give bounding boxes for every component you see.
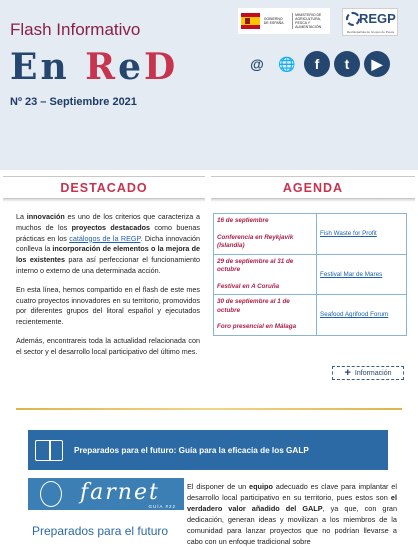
text-run: La (16, 212, 27, 221)
agenda-date-cell (214, 214, 317, 255)
brand-title-part1: En (10, 46, 86, 88)
farnet-caption: Preparados para el futuro (32, 524, 169, 538)
agenda-place: Foro presencial en Málaga (217, 323, 297, 330)
brand-title-r: R (85, 46, 119, 88)
brand-title-d: D (143, 46, 179, 88)
brand-title (10, 46, 178, 88)
header (0, 0, 418, 170)
agenda-place: Festival en A Coruña (217, 282, 280, 290)
destacado-shadow-divider (3, 199, 205, 202)
spain-flag-icon (241, 13, 260, 29)
agenda-date: 29 de septiembre al 31 de octubre (217, 257, 294, 273)
farnet-logo (28, 478, 184, 510)
text-run: como buenas prácticas en los (16, 222, 200, 243)
agenda-row (214, 214, 407, 255)
regp-catalog-link[interactable]: catálogos de la REGP (69, 233, 141, 243)
lighthouse-icon (40, 481, 62, 507)
text-run: . Dicha innovación conlleva la (16, 233, 201, 254)
farnet-guide-number: GUÍA #22 (148, 504, 176, 509)
information-button[interactable] (332, 366, 404, 380)
agenda-row (214, 295, 407, 336)
government-logo[interactable] (238, 8, 330, 34)
text-run: es uno de los criterios que caracteriza a muchos de los (16, 212, 200, 232)
globe-icon[interactable]: 🌐 (278, 55, 296, 72)
gov-logo-text: GOBIERNO DE ESPAÑA (263, 16, 284, 25)
agenda-event-link[interactable]: Seafood Agrifood Forum (317, 295, 407, 336)
farnet-guide-cover[interactable] (28, 478, 184, 545)
agenda-shadow-divider (211, 199, 415, 202)
text-run: para así perfeccionar el funcionamiento interno o externo de una determinada acción. (16, 255, 200, 275)
agenda-table (213, 213, 407, 336)
open-book-icon (34, 438, 66, 462)
facebook-icon[interactable]: f (304, 51, 330, 77)
agenda-date-cell (214, 254, 317, 295)
agenda-row (214, 254, 407, 295)
agenda-date: 30 de septiembre al 1 de octubre (217, 298, 290, 314)
farnet-wordmark: farnet (80, 480, 160, 505)
information-button-label: Información (354, 369, 392, 377)
destacado-paragraph-2: En esta línea, hemos compartido en el flash de este mes cuatro proyectos innovadores en su territorio, promovidos por diferentes grupos del litoral español y ejecutados recientemente. (16, 284, 200, 327)
agenda-place: Conferencia en Reykjavik (Islandia) (217, 233, 294, 249)
issue-label: Nº 23 – Septiembre 2021 (10, 96, 137, 108)
text-run: El disponer de un (187, 482, 250, 491)
feature-banner[interactable] (28, 430, 388, 470)
text-bold: incorporación de elementos o la mejora de los existentes (16, 244, 200, 265)
social-links (244, 51, 390, 77)
youtube-icon[interactable]: ▶ (364, 51, 390, 77)
regp-logo[interactable] (342, 8, 398, 36)
feature-body-text (187, 481, 397, 547)
email-icon[interactable]: @ (250, 56, 264, 72)
text-bold: proyectos destacados (71, 222, 150, 232)
destacado-heading: DESTACADO (3, 176, 205, 199)
agenda-event-link[interactable]: Festival Mar de Mares (317, 254, 407, 295)
text-bold: equipo (249, 482, 273, 491)
gold-divider (16, 408, 402, 410)
agenda-event-link[interactable]: Fish Waste for Profit (317, 214, 407, 255)
regp-logo-text: REGP (359, 11, 396, 26)
twitter-icon[interactable]: t (334, 51, 360, 77)
destacado-paragraph-3: Además, encontrareis toda la actualidad relacionada con el sector y el desarrollo local participativo del último mes. (16, 335, 200, 356)
regp-circle-icon (346, 12, 360, 26)
agenda-heading: AGENDA (211, 176, 415, 199)
regp-logo-subtitle: Red Española de Grupos de Pesca (347, 30, 395, 34)
destacado-paragraph-1 (16, 212, 200, 277)
agenda-date: 16 de septiembre (217, 217, 269, 224)
book-spine (49, 440, 51, 461)
text-run: , ya que, con gran dedicación, generan ideas y movilizan a los miembros de la comunidad para lanzar proyectos que no podrían llevarse a cabo con un enfoque tradicional sobre (187, 504, 398, 546)
flash-label: Flash Informativo (10, 20, 141, 39)
text-bold: innovación (26, 212, 65, 221)
plus-icon: + (344, 367, 351, 379)
feature-banner-title: Preparados para el futuro: Guía para la eficacia de los GALP (74, 445, 309, 455)
destacado-text (16, 212, 200, 366)
brand-title-e: e (118, 46, 144, 88)
agenda-date-cell (214, 295, 317, 336)
ministry-logo-text: MINISTERIO DE AGRICULTURA, PESCA Y ALIMENTACIÓN (292, 13, 327, 30)
text-run: adecuado es clave para implantar el desarrollo local participativo en su territorio, pues estos son (187, 482, 397, 502)
text-bold: el verdadero valor añadido del GALP (187, 493, 397, 513)
